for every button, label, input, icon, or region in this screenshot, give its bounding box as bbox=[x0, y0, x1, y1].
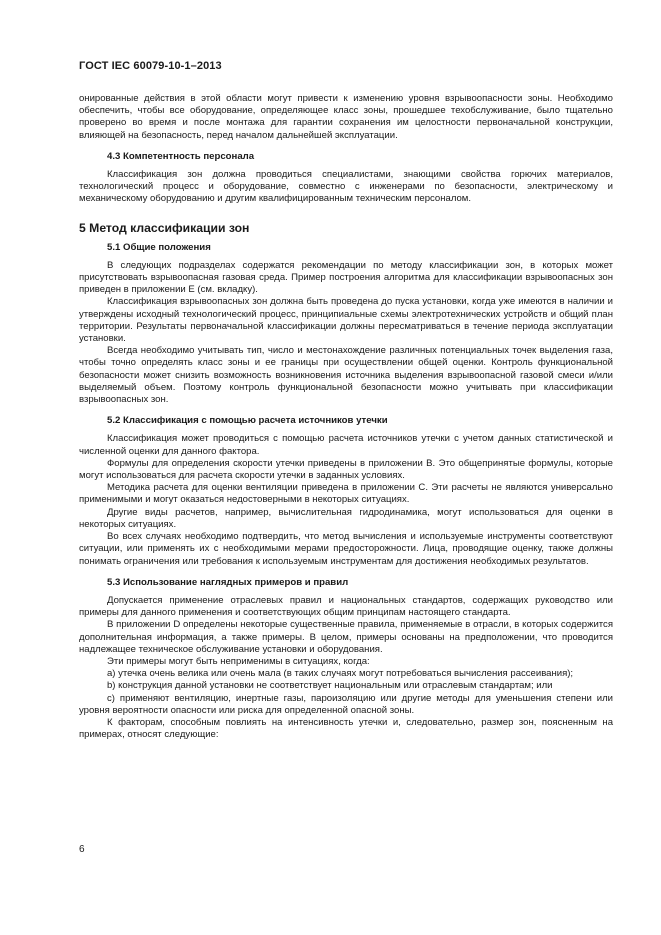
section-4-3-title: 4.3 Компетентность персонала bbox=[107, 150, 255, 162]
paragraph-5-1-3: Всегда необходимо учитывать тип, число и местонахождение различных потенциальных точек выделения газа, чтобы точно определять класс зоны и ее границы при осуществлении общей оценки. Контроль функциональной безопасности может снизить возможность возникновения источника выделения взрывоопасной газовой смеси и/или выделяемый объем. Поэтому контроль функциональной безопасности можно учитывать при классификации взрывоопасных зон. bbox=[79, 345, 613, 406]
paragraph-5-3-4: К факторам, способным повлиять на интенсивность утечки и, следовательно, размер зон, поясненным на примерах, относят следующие: bbox=[79, 716, 613, 741]
paragraph-5-3-3: Эти примеры могут быть неприменимы в ситуациях, когда: bbox=[107, 655, 370, 667]
paragraph-5-2-3: Методика расчета для оценки вентиляции приведена в приложении С. Эти расчеты не являются универсально применимыми и могут оказаться недостоверными в некоторых ситуациях. bbox=[79, 482, 613, 506]
paragraph-5-1-2: Классификация взрывоопасных зон должна быть проведена до пуска установки, когда уже имеются в наличии и утверждены исходный технологический процесс, принципиальные схемы электротехнических устройств и общий план территории. Результаты первоначальной классификации должны пересматриваться в течение периода эксплуатации установки. bbox=[79, 296, 613, 345]
list-item-b: b) конструкция данной установки не соответствует национальным или отраслевым стандартам; или bbox=[107, 680, 553, 692]
paragraph-5-2-1: Классификация может проводиться с помощью расчета источников утечки с учетом данных статистической и численной оценки для данного фактора. bbox=[79, 433, 613, 457]
document-body bbox=[79, 93, 613, 741]
section-5-3-title: 5.3 Использование наглядных примеров и правил bbox=[107, 576, 349, 588]
section-5-2-title: 5.2 Классификация с помощью расчета источников утечки bbox=[107, 415, 388, 427]
page-number: 6 bbox=[79, 844, 85, 855]
paragraph-4-3-1: Классификация зон должна проводиться специалистами, знающими свойства горючих материалов, технологический процесс и оборудование, совместно с инженерами по безопасности, электрическому и механическому оборудованию и другим квалифицированным техническим персоналом. bbox=[79, 169, 613, 205]
section-5-1-title: 5.1 Общие положения bbox=[107, 241, 211, 253]
paragraph-5-2-5: Во всех случаях необходимо подтвердить, что метод вычисления и используемые инструменты соответствуют ситуации, или применять их с необходимыми мерами предосторожности. Лица, проводящие оценку, также должны понимать ограничения или требования к используемым инструментам для достижения необходимых результатов. bbox=[79, 531, 613, 567]
section-5-title: 5 Метод классификации зон bbox=[79, 220, 250, 235]
list-item-c: c) применяют вентиляцию, инертные газы, пароизоляцию или другие методы для уменьшения степени или уровня вероятности опасности или риска для определенной опасной зоны. bbox=[79, 692, 613, 716]
list-item-a: a) утечка очень велика или очень мала (в таких случаях могут потребоваться вычисления рассеивания); bbox=[107, 668, 574, 680]
paragraph-intro: онированные действия в этой области могут привести к изменению уровня взрывоопасности зоны. Необходимо обеспечить, чтобы все оборудование, определяющее класс зоны, прошедшее техобслуживание, было тщательно проверено во время и после монтажа для гарантии сохранения им целостности первоначальной конструкции, влияющей на безопасность, перед началом дальнейшей эксплуатации. bbox=[79, 93, 613, 141]
paragraph-5-2-4: Другие виды расчетов, например, вычислительная гидродинамика, могут использоваться для оценки в некоторых ситуациях. bbox=[79, 506, 613, 530]
paragraph-5-3-2: В приложении D определены некоторые существенные правила, применяемые в отрасли, в которых содержится дополнительная информация, а также примеры. В целом, примеры основаны на предположении, что проводится надлежащее техническое обслуживание установки и оборудования. bbox=[79, 619, 613, 655]
paragraph-5-1-1: В следующих подразделах содержатся рекомендации по методу классификации зон, в которых может присутствовать взрывоопасная газовая среда. Пример построения алгоритма для классификации взрывоопасных зон приведен в приложении Е (см. вкладку). bbox=[79, 259, 613, 296]
paragraph-5-3-1: Допускается применение отраслевых правил и национальных стандартов, содержащих руководство или примеры для данного применения и соответствующих общим принципам настоящего стандарта. bbox=[79, 594, 613, 619]
paragraph-5-2-2: Формулы для определения скорости утечки приведены в приложении В. Это общепринятые формулы, которые могут использоваться для расчета скорости утечки в заданных условиях. bbox=[79, 457, 613, 482]
document-header: ГОСТ IEC 60079-10-1–2013 bbox=[79, 60, 222, 72]
